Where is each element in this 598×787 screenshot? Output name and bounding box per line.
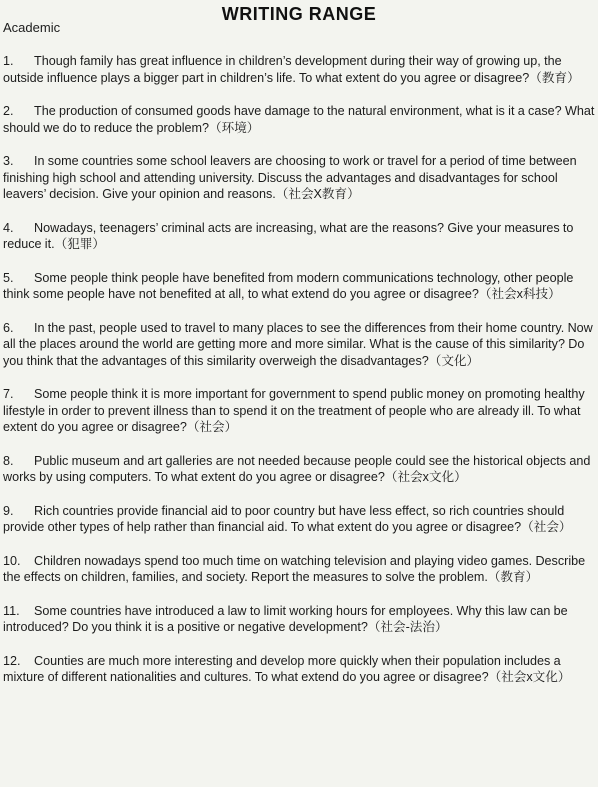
question-number: 11. bbox=[3, 603, 20, 618]
question-text: The production of consumed goods have damage to the natural environment, what is it a case? What should we do to reduce the problem?（环境） bbox=[3, 103, 595, 135]
question-item bbox=[3, 603, 595, 636]
question-item bbox=[3, 453, 595, 486]
question-item bbox=[3, 220, 595, 253]
question-text: Children nowadays spend too much time on watching television and playing video games. Describe the effects on children, families, and society. Report the measures to solve the problem.（教育） bbox=[3, 553, 586, 585]
question-item bbox=[3, 270, 595, 303]
question-number: 9. bbox=[3, 503, 14, 518]
question-text: In the past, people used to travel to many places to see the differences from their home country. Now all the places around the world are getting more and more similar. What is the cause of this similarity? Do you think that the advantages of this similarity overweigh the disadvantages?（文化） bbox=[3, 320, 593, 368]
question-number: 2. bbox=[3, 103, 14, 118]
question-number: 6. bbox=[3, 320, 14, 335]
question-number: 3. bbox=[3, 153, 14, 168]
section-label: Academic bbox=[3, 20, 61, 35]
question-item bbox=[3, 386, 595, 436]
question-list bbox=[3, 53, 595, 703]
question-number: 12. bbox=[3, 653, 21, 668]
question-item bbox=[3, 53, 595, 86]
question-number: 7. bbox=[3, 387, 14, 402]
question-text: Some countries have introduced a law to limit working hours for employees. Why this law can be introduced? Do you think it is a positive or negative development?（社会-法治） bbox=[3, 603, 568, 635]
question-item bbox=[3, 320, 595, 370]
page-title: WRITING RANGE bbox=[221, 4, 377, 24]
question-text: Nowadays, teenagers’ criminal acts are increasing, what are the reasons? Give your measures to reduce it.（犯罪） bbox=[3, 220, 574, 252]
question-text: Counties are much more interesting and develop more quickly when their population includes a mixture of different nationalities and cultures. To what extend do you agree or disagree?（社会x文化） bbox=[3, 653, 571, 685]
question-text: In some countries some school leavers are choosing to work or travel for a period of time between finishing high school and attending university. Discuss the advantages and disadvantages for school leavers’ decision. Give your opinion and reasons.（社会X教育） bbox=[3, 153, 577, 202]
question-item bbox=[3, 653, 595, 686]
question-item bbox=[3, 553, 595, 586]
question-text: Rich countries provide financial aid to poor country but have less effect, so rich countries should provide other types of help rather than financial aid. To what extent do you agree or disagree?（社会） bbox=[3, 503, 572, 535]
question-text: Some people think people have benefited from modern communications technology, other people think some people have not benefited at all, to what extend do you agree or disagree?（社会x科技） bbox=[3, 270, 574, 302]
question-number: 10. bbox=[3, 553, 21, 568]
question-number: 8. bbox=[3, 453, 14, 468]
question-text: Some people think it is more important for government to spend public money on promoting healthy lifestyle in order to prevent illness than to spend it on the treatment of people who are already ill. To what extent do you agree or disagree?（社会） bbox=[3, 387, 585, 435]
question-number: 4. bbox=[3, 220, 14, 235]
question-item bbox=[3, 103, 595, 136]
question-item bbox=[3, 153, 595, 203]
question-text: Though family has great influence in children’s development during their way of growing up, the outside influence plays a bigger part in children’s life. To what extent do you agree or disagree?（教育） bbox=[3, 54, 580, 85]
question-item bbox=[3, 503, 595, 536]
question-number: 5. bbox=[3, 270, 14, 285]
question-number: 1. bbox=[3, 54, 14, 68]
question-text: Public museum and art galleries are not needed because people could see the historical objects and works by using computers. To what extent do you agree or disagree?（社会x文化） bbox=[3, 453, 591, 485]
